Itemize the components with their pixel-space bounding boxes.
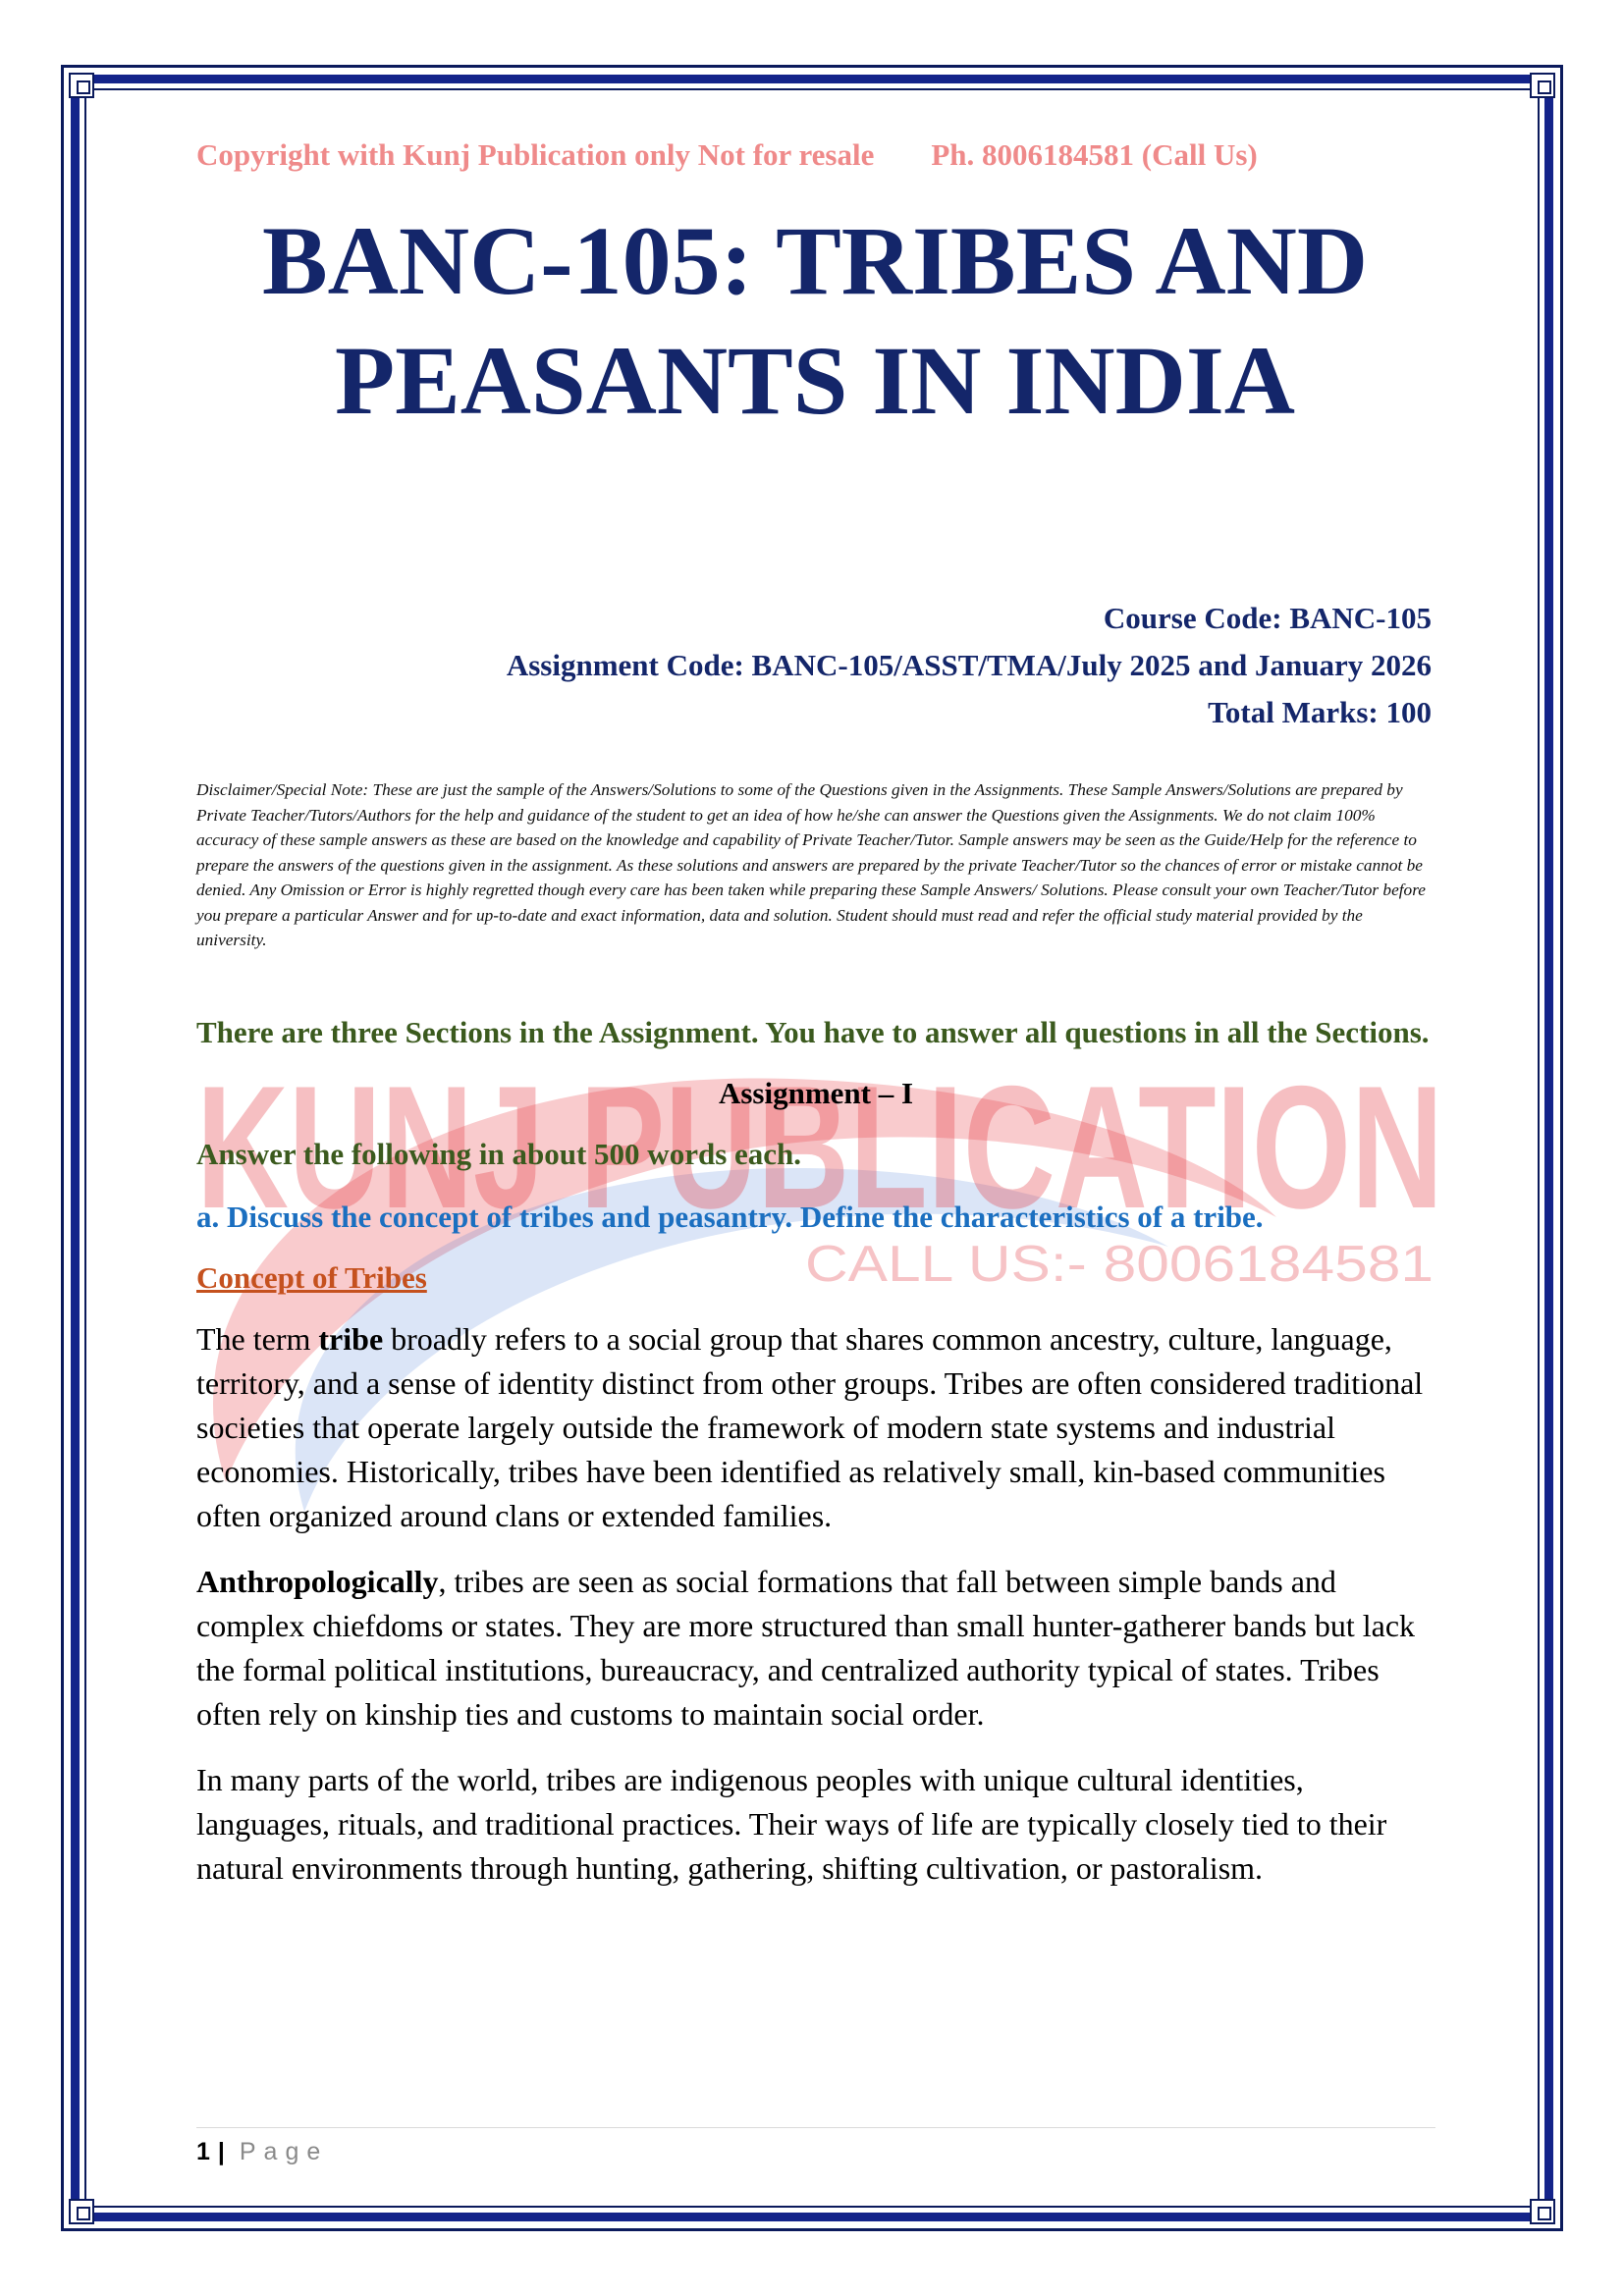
disclaimer-note: Disclaimer/Special Note: These are just the sample of the Answers/Solutions to some of the Questions given in the Assignments. These Sample Answers/Solutions are prepared by Private Teacher/Tutors/Authors for the help and guidance of the student to get an idea of how he/she can answer the Questions given the Assignments. We do not claim 100% accuracy of these sample answers as these are based on the knowledge and capability of Private Teacher/Tutor. Sample answers may be seen as the Guide/Help for the reference to prepare the answers of the questions given in the assignment. As these solutions and answers are prepared by the private Teacher/Tutor so the chances of error or mistake cannot be denied. Any Omission or Error is highly regretted though every care has been taken while preparing these Sample Answers/ Solutions. Please consult your own Teacher/Tutor before you prepare a particular Answer and for up-to-date and exact information, data and solution. Student should must read and refer the official study material provided by the university. bbox=[196, 780, 1426, 949]
paragraph-1 bbox=[196, 1317, 1435, 1538]
assignment-code: Assignment Code: BANC-105/ASST/TMA/July 2025 and January 2026 bbox=[506, 648, 1432, 682]
course-codes bbox=[507, 595, 1432, 736]
footer-divider bbox=[196, 2127, 1435, 2128]
copyright-text: Copyright with Kunj Publication only Not for resale bbox=[196, 137, 875, 172]
copyright-header bbox=[196, 137, 1424, 173]
title-line-1: BANC-105: TRIBES AND bbox=[261, 206, 1369, 315]
title-line-2: PEASANTS IN INDIA bbox=[335, 326, 1295, 435]
page-number: 1 bbox=[196, 2138, 210, 2165]
corner-ornament-bottom-right bbox=[1530, 2199, 1555, 2224]
corner-ornament-top-right bbox=[1530, 73, 1555, 98]
watermark-brand-text: KUNJ PUBLICATION bbox=[196, 1049, 1443, 1245]
total-marks: Total Marks: 100 bbox=[1208, 695, 1432, 729]
paragraph-1-pre: The term bbox=[196, 1321, 319, 1357]
corner-ornament-bottom-left bbox=[69, 2199, 94, 2224]
document-title bbox=[147, 201, 1483, 441]
course-code: Course Code: BANC-105 bbox=[1103, 601, 1432, 635]
page-label: Page bbox=[239, 2138, 329, 2165]
question-a: a. Discuss the concept of tribes and peasantry. Define the characteristics of a tribe. bbox=[196, 1200, 1264, 1234]
phone-text: Ph. 8006184581 (Call Us) bbox=[931, 137, 1258, 172]
paragraph-2 bbox=[196, 1560, 1435, 1736]
page-footer bbox=[196, 2138, 328, 2166]
main-content bbox=[196, 1011, 1435, 1891]
paragraph-1-post: broadly refers to a social group that shares common ancestry, culture, language, territory, and a sense of identity distinct from other groups. Tribes are often considered traditional societies that operate largely outside the framework of modern state systems and industrial economies. Historically, tribes have been identified as relatively small, kin-based communities often organized around clans or extended families. bbox=[196, 1321, 1424, 1533]
subheading-concept-of-tribes: Concept of Tribes bbox=[196, 1260, 427, 1295]
sections-note: There are three Sections in the Assignment. You have to answer all questions in all the Sections. bbox=[196, 1015, 1430, 1049]
watermark-call-text: CALL US:- 8006184581 bbox=[805, 1236, 1434, 1293]
paragraph-2-bold: Anthropologically bbox=[196, 1564, 439, 1599]
corner-ornament-top-left bbox=[69, 73, 94, 98]
page-separator: | bbox=[217, 2138, 225, 2165]
paragraph-3: In many parts of the world, tribes are indigenous peoples with unique cultural identities, languages, rituals, and traditional practices. Their ways of life are typically closely tied to their natural environments through hunting, gathering, shifting cultivation, or pastoralism. bbox=[196, 1762, 1387, 1886]
paragraph-1-bold: tribe bbox=[318, 1321, 384, 1357]
instruction-text: Answer the following in about 500 words each. bbox=[196, 1137, 802, 1171]
paragraph-2-post: , tribes are seen as social formations that fall between simple bands and complex chiefdoms or states. They are more structured than small hunter-gatherer bands but lack the formal political institutions, bureaucracy, and centralized authority typical of states. Tribes often rely on kinship ties and customs to maintain social order. bbox=[196, 1564, 1416, 1732]
assignment-heading: Assignment – I bbox=[718, 1076, 914, 1110]
